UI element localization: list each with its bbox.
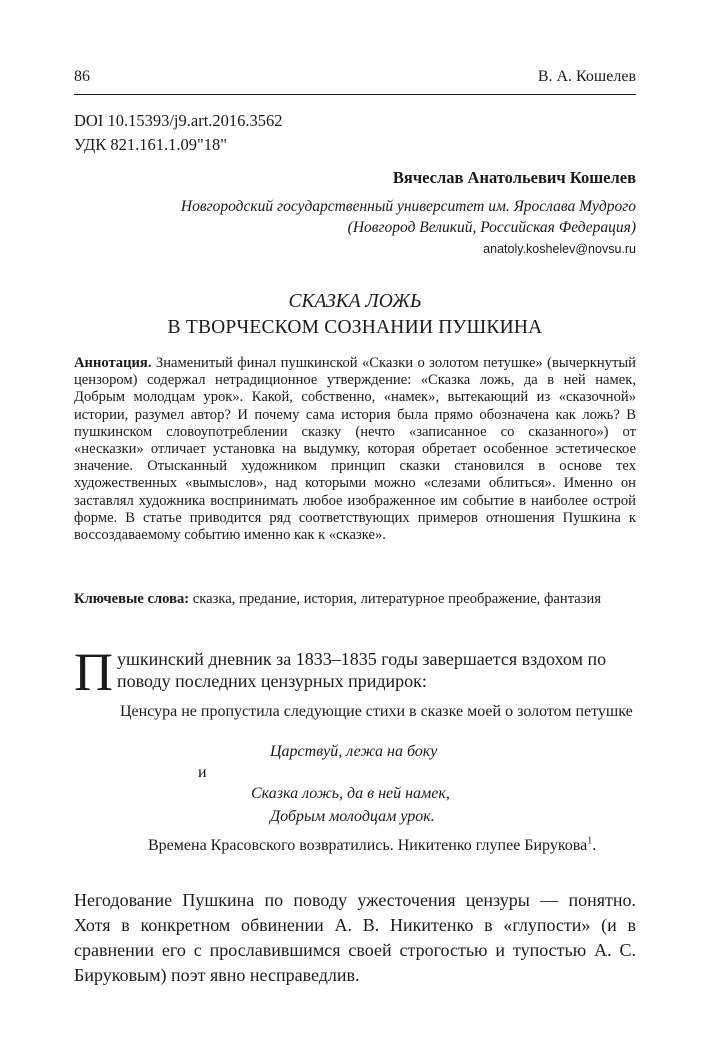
author-name: Вячеслав Анатольевич Кошелев <box>392 168 636 187</box>
quote-end-text: Времена Красовского возвратились. Никитенко глупее Бирукова <box>148 837 588 854</box>
affiliation-line1: Новгородский государственный университет им. Ярослава Мудрого <box>180 198 636 215</box>
udk: УДК 821.161.1.09"18" <box>74 135 227 154</box>
drop-cap: П <box>74 642 113 702</box>
title-line2: В ТВОРЧЕСКОМ СОЗНАНИИ ПУШКИНА <box>167 317 543 338</box>
quote-ending <box>120 834 636 857</box>
doi: DOI 10.15393/j9.art.2016.3562 <box>74 111 283 130</box>
header-divider <box>74 94 636 95</box>
body-paragraph-1 <box>74 642 636 702</box>
author-email: anatoly.koshelev@novsu.ru <box>483 242 636 256</box>
keywords-text: сказка, предание, история, литературное преображение, фантазия <box>192 591 602 607</box>
page-number: 86 <box>74 68 90 85</box>
page <box>74 0 636 1052</box>
diary-quote <box>120 701 636 722</box>
verse-line-3: Добрым молодцам урок. <box>270 808 435 825</box>
article-title <box>74 289 636 341</box>
verse-line-2: Сказка ложь, да в ней намек, <box>251 785 450 802</box>
abstract-text: Знаменитый финал пушкинской «Сказки о золотом петушке» (вычеркнутый цензором) содержал нетрадиционное утверждение: «Сказка ложь, да в ней намек, Добрым молодцам урок». Какой, собственно, «намек», вытекающий из «сказочной» истории, разумел автор? И почему сама история была прямо обозначена как ложь? В пушкинском словоупотреблении сказку (нечто «записанное со сказанного») от «несказки» отличает установка на выдумку, которая обретает особенное эстетическое значение. Отысканный художником принцип сказки становился в основе тех художественных «вымыслов», над которыми можно «слезами облиться». Именно он заставлял художника воспринимать любое изображенное им событие в наиболее острой форме. В статье приводится ряд соответствующих примеров отношения Пушкина к воссоздаваемому событию именно как к «сказке». <box>74 355 636 544</box>
footnote-mark[interactable]: 1 <box>587 835 593 847</box>
abstract-label: Аннотация. <box>74 355 152 371</box>
abstract <box>74 355 636 544</box>
title-line1: СКАЗКА ЛОЖЬ <box>288 291 422 312</box>
body-paragraph-2: Негодование Пушкина по поводу ужесточения цензуры — понятно. Хотя в конкретном обвинении А. В. Никитенко в «глупости» (и в сравнении его с прославившимся своей строгостью и тупостью А. С. Бируковым) поэт явно несправедлив. <box>74 890 636 985</box>
verse-conjunction: и <box>198 764 207 781</box>
affiliation-line2: (Новгород Великий, Российская Федерация) <box>347 219 636 236</box>
running-header <box>74 68 636 90</box>
article-identifiers <box>74 109 283 157</box>
verse-line-1: Царствуй, лежа на боку <box>270 743 438 760</box>
paragraph-1-text: ушкинский дневник за 1833–1835 годы завершается вздохом по поводу последних цензурных придирок: <box>117 649 607 691</box>
keywords-label: Ключевые слова: <box>74 591 190 607</box>
quote-line: Ценсура не пропустила следующие стихи в сказке моей о золотом петушке <box>120 703 633 720</box>
author-affiliation <box>116 196 636 238</box>
quote-end-tail: . <box>592 837 597 854</box>
running-author: В. А. Кошелев <box>537 68 636 85</box>
keywords <box>74 591 636 608</box>
